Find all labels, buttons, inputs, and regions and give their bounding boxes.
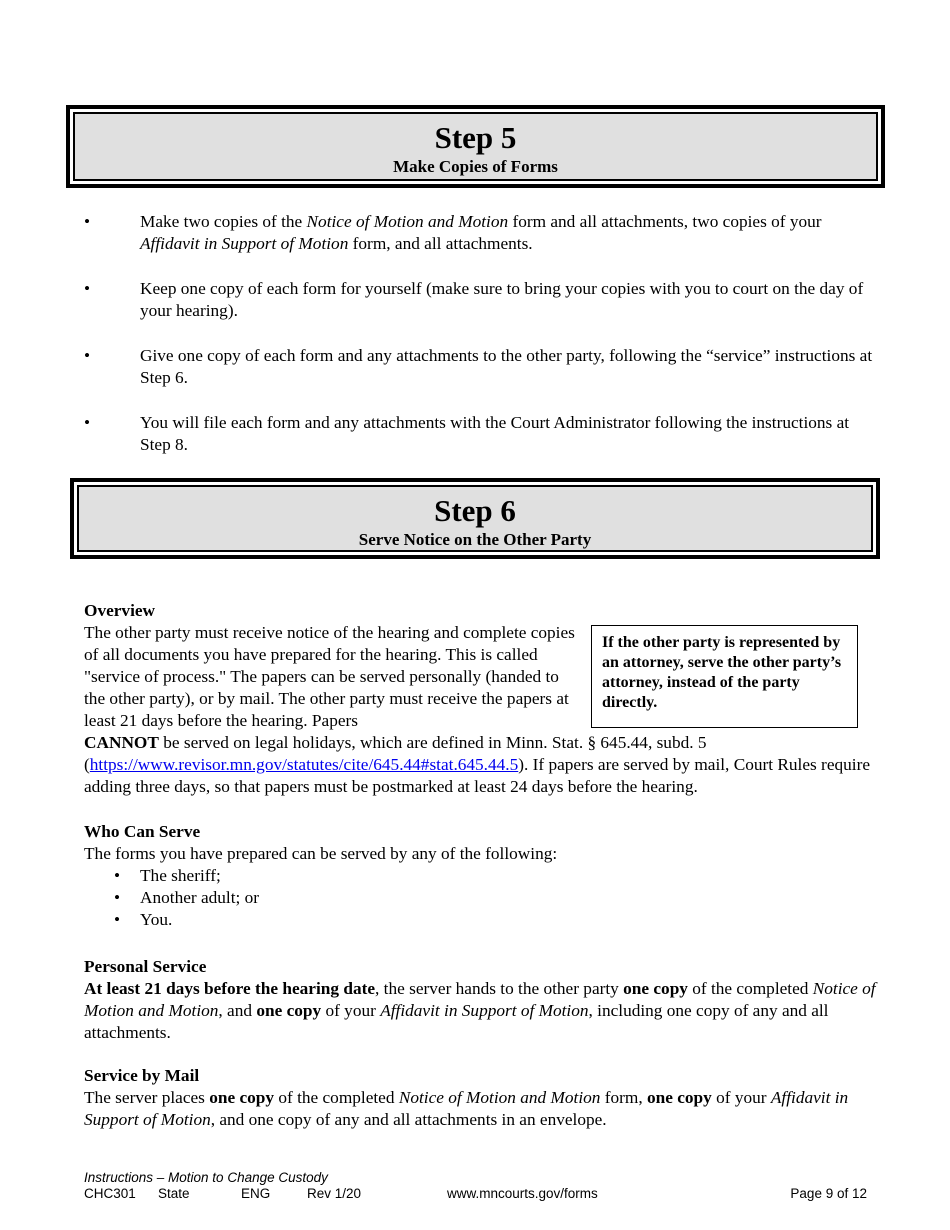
bullet-icon: • bbox=[114, 888, 121, 907]
list-item bbox=[84, 865, 884, 887]
bullet-text: form, and all attachments. bbox=[348, 234, 533, 253]
list-item-text: Another adult; or bbox=[140, 888, 260, 907]
page-number: Page 9 of 12 bbox=[790, 1186, 867, 1201]
step5-header-inner bbox=[73, 112, 878, 181]
who-can-serve-section bbox=[84, 821, 884, 931]
paragraph-text: , and one copy of any and all attachments in an envelope. bbox=[210, 1110, 607, 1129]
form-name: Affidavit in Support of Motion bbox=[380, 1001, 589, 1020]
form-name: Notice of Motion and Motion bbox=[306, 212, 509, 231]
paragraph-text: of the completed bbox=[687, 979, 813, 998]
step5-subtitle: Make Copies of Forms bbox=[393, 157, 558, 176]
bullet-icon: • bbox=[114, 910, 121, 929]
who-can-serve-heading: Who Can Serve bbox=[84, 822, 201, 841]
statute-link[interactable]: https://www.revisor.mn.gov/statutes/cite/645.44#stat.645.44.5 bbox=[89, 755, 519, 774]
emphasis: CANNOT bbox=[84, 733, 159, 752]
list-item bbox=[84, 887, 884, 909]
paragraph-text: , including one copy of any and all attachments. bbox=[84, 1001, 829, 1042]
overview-paragraph-continued bbox=[84, 732, 884, 798]
step5-header-box bbox=[66, 105, 885, 188]
step6-subtitle: Serve Notice on the Other Party bbox=[358, 530, 592, 549]
service-by-mail-section bbox=[84, 1065, 884, 1131]
footer-title: Instructions – Motion to Change Custody bbox=[84, 1170, 328, 1185]
emphasis: At least 21 days before the hearing date bbox=[84, 979, 376, 998]
bullet-text: Keep one copy of each form for yourself (make sure to bring your copies with you to court on the day of your hearing). bbox=[140, 279, 864, 320]
paragraph-text: of the completed bbox=[274, 1088, 399, 1107]
form-revision: Rev 1/20 bbox=[307, 1186, 362, 1201]
bullet-text: You will file each form and any attachments with the Court Administrator following the instructions at Step 8. bbox=[140, 413, 850, 454]
step5-title: Step 5 bbox=[434, 120, 517, 155]
emphasis: one copy bbox=[623, 979, 688, 998]
step5-bullet-list bbox=[84, 211, 874, 479]
list-item bbox=[84, 211, 874, 255]
bullet-text: form and all attachments, two copies of your bbox=[508, 212, 822, 231]
list-item bbox=[84, 412, 874, 456]
paragraph-text: ). If papers are served by mail, Court Rules require adding three days, so that papers must be postmarked at least 24 days before the hearing. bbox=[84, 755, 870, 796]
emphasis: one copy bbox=[256, 1001, 322, 1020]
personal-service-paragraph bbox=[84, 978, 884, 1044]
personal-service-heading: Personal Service bbox=[84, 957, 207, 976]
bullet-text: Give one copy of each form and any attachments to the other party, following the “service” instructions at Step 6. bbox=[140, 346, 873, 387]
who-can-serve-intro: The forms you have prepared can be served by any of the following: bbox=[84, 844, 558, 863]
form-jurisdiction: State bbox=[158, 1186, 190, 1201]
bullet-icon: • bbox=[84, 279, 91, 298]
server-list bbox=[84, 865, 884, 931]
list-item bbox=[84, 278, 874, 322]
form-language: ENG bbox=[241, 1186, 271, 1201]
form-code: CHC301 bbox=[84, 1186, 136, 1201]
step6-header-box bbox=[70, 478, 880, 559]
paragraph-text: be served on legal holidays, which are defined in Minn. Stat. § 645.44, subd. 5 ( bbox=[84, 733, 707, 774]
footer-url: www.mncourts.gov/forms bbox=[447, 1186, 598, 1201]
service-by-mail-paragraph bbox=[84, 1087, 884, 1131]
bullet-icon: • bbox=[84, 413, 91, 432]
form-name: Affidavit in Support of Motion bbox=[140, 234, 349, 253]
footer-meta-row bbox=[84, 1186, 867, 1202]
overview-heading: Overview bbox=[84, 601, 156, 620]
attorney-callout: If the other party is represented by an attorney, serve the other party’s attorney, instead of the party directly. bbox=[591, 625, 858, 728]
list-item bbox=[84, 909, 884, 931]
paragraph-text: of your bbox=[321, 1001, 381, 1020]
bullet-text: Make two copies of the bbox=[140, 212, 307, 231]
paragraph-text: of your bbox=[711, 1088, 771, 1107]
emphasis: one copy bbox=[209, 1088, 275, 1107]
list-item-text: You. bbox=[140, 910, 173, 929]
service-by-mail-heading: Service by Mail bbox=[84, 1066, 200, 1085]
form-name: Notice of Motion and Motion bbox=[398, 1088, 601, 1107]
paragraph-text: , the server hands to the other party bbox=[375, 979, 624, 998]
paragraph-text: form, bbox=[600, 1088, 647, 1107]
bullet-icon: • bbox=[84, 346, 91, 365]
form-name: Notice of Motion and Motion bbox=[84, 979, 876, 1020]
personal-service-section bbox=[84, 956, 884, 1044]
overview-section bbox=[84, 600, 884, 798]
form-name: Affidavit in Support of Motion bbox=[84, 1088, 849, 1129]
paragraph-text: , and bbox=[218, 1001, 257, 1020]
bullet-icon: • bbox=[114, 866, 121, 885]
paragraph-text: The server places bbox=[84, 1088, 210, 1107]
step6-title: Step 6 bbox=[434, 493, 516, 528]
bullet-icon: • bbox=[84, 212, 91, 231]
list-item-text: The sheriff; bbox=[140, 866, 221, 885]
step6-header-inner bbox=[77, 485, 873, 552]
page-footer bbox=[84, 1170, 867, 1202]
list-item bbox=[84, 345, 874, 389]
overview-paragraph-wrapped: The other party must receive notice of the hearing and complete copies of all documents you have prepared for the hearing. This is called "service of process." The papers can be served personally (handed to the other party), or by mail. The other party must receive the papers at least 21 days before the hearing. Papers bbox=[84, 623, 575, 730]
emphasis: one copy bbox=[647, 1088, 712, 1107]
